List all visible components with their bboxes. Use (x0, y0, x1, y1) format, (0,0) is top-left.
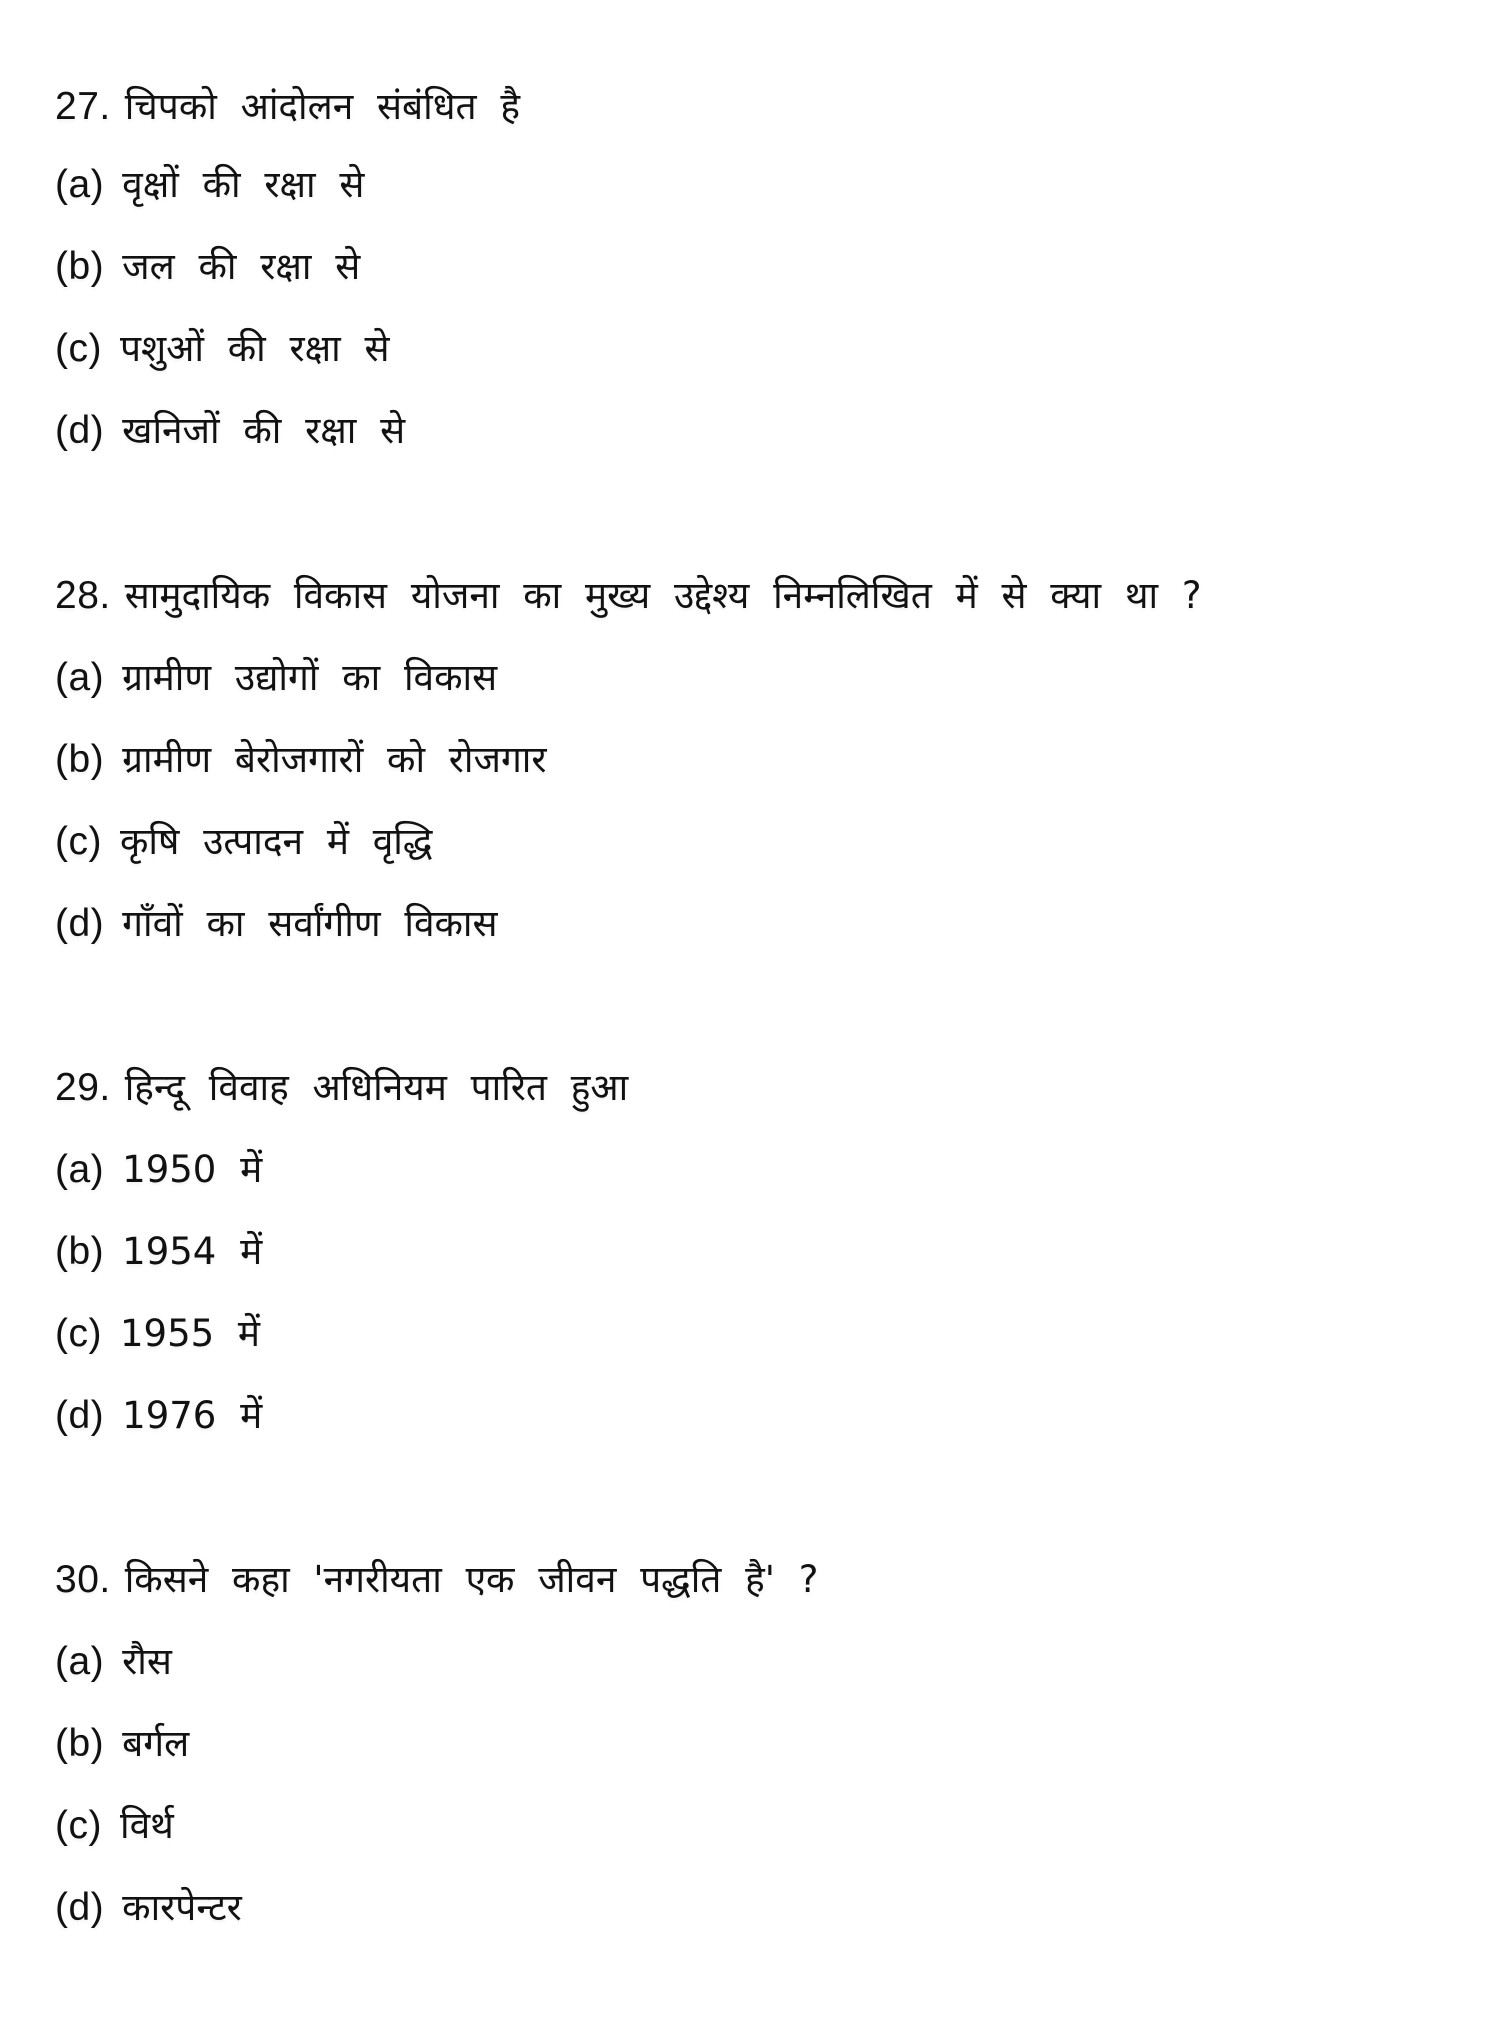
option-29-d (55, 1386, 262, 1446)
option-text: खनिजों की रक्षा से (122, 409, 406, 452)
option-text: ग्रामीण बेरोजगारों को रोजगार (122, 738, 547, 781)
question-number: 27. (55, 85, 111, 128)
option-label: (b) (55, 1230, 105, 1273)
option-text: 1955 में (119, 1312, 261, 1355)
question-text: चिपको आंदोलन संबंधित है (124, 85, 520, 128)
option-text: ग्रामीण उद्योगों का विकास (122, 656, 498, 699)
option-29-b (55, 1222, 262, 1282)
option-27-a (55, 155, 364, 215)
option-30-d (55, 1878, 242, 1938)
question-text: हिन्दू विवाह अधिनियम पारित हुआ (124, 1066, 629, 1109)
question-29 (55, 1058, 628, 1118)
option-text: पशुओं की रक्षा से (119, 327, 390, 370)
option-label: (c) (55, 327, 102, 370)
option-28-b (55, 730, 547, 790)
option-28-d (55, 894, 498, 954)
option-text: जल की रक्षा से (122, 245, 361, 288)
question-number: 29. (55, 1066, 111, 1109)
option-text: 1950 में (122, 1148, 263, 1191)
option-text: गाँवों का सर्वांगीण विकास (122, 902, 498, 945)
question-number: 28. (55, 574, 111, 617)
option-28-a (55, 648, 497, 708)
question-text: किसने कहा 'नगरीयता एक जीवन पद्धति है' ? (124, 1558, 819, 1601)
option-28-c (55, 812, 432, 872)
option-text: वृक्षों की रक्षा से (122, 163, 365, 206)
option-text: विर्थ (119, 1804, 174, 1847)
option-label: (b) (55, 1722, 105, 1765)
option-label: (b) (55, 245, 105, 288)
question-30 (55, 1550, 818, 1610)
option-29-c (55, 1304, 260, 1364)
question-27 (55, 77, 520, 137)
option-label: (a) (55, 163, 105, 206)
option-text: 1954 में (122, 1230, 263, 1273)
question-number: 30. (55, 1558, 111, 1601)
option-27-b (55, 237, 360, 297)
option-29-a (55, 1140, 262, 1200)
option-30-c (55, 1796, 174, 1856)
option-text: कारपेन्टर (122, 1886, 242, 1929)
option-label: (d) (55, 409, 105, 452)
option-text: बर्गल (122, 1722, 190, 1765)
option-label: (d) (55, 902, 105, 945)
option-label: (c) (55, 1312, 102, 1355)
option-label: (b) (55, 738, 105, 781)
question-28 (55, 566, 1201, 626)
option-text: रौस (122, 1640, 172, 1683)
option-27-d (55, 401, 405, 461)
option-label: (c) (55, 820, 102, 863)
option-30-b (55, 1714, 189, 1774)
option-label: (a) (55, 1148, 105, 1191)
option-27-c (55, 319, 390, 379)
question-text: सामुदायिक विकास योजना का मुख्य उद्देश्य निम्नलिखित में से क्या था ? (124, 574, 1202, 617)
option-text: 1976 में (122, 1394, 263, 1437)
option-text: कृषि उत्पादन में वृद्धि (119, 820, 433, 863)
option-label: (c) (55, 1804, 102, 1847)
option-label: (a) (55, 1640, 105, 1683)
option-label: (a) (55, 656, 105, 699)
option-30-a (55, 1632, 172, 1692)
option-label: (d) (55, 1394, 105, 1437)
option-label: (d) (55, 1886, 105, 1929)
